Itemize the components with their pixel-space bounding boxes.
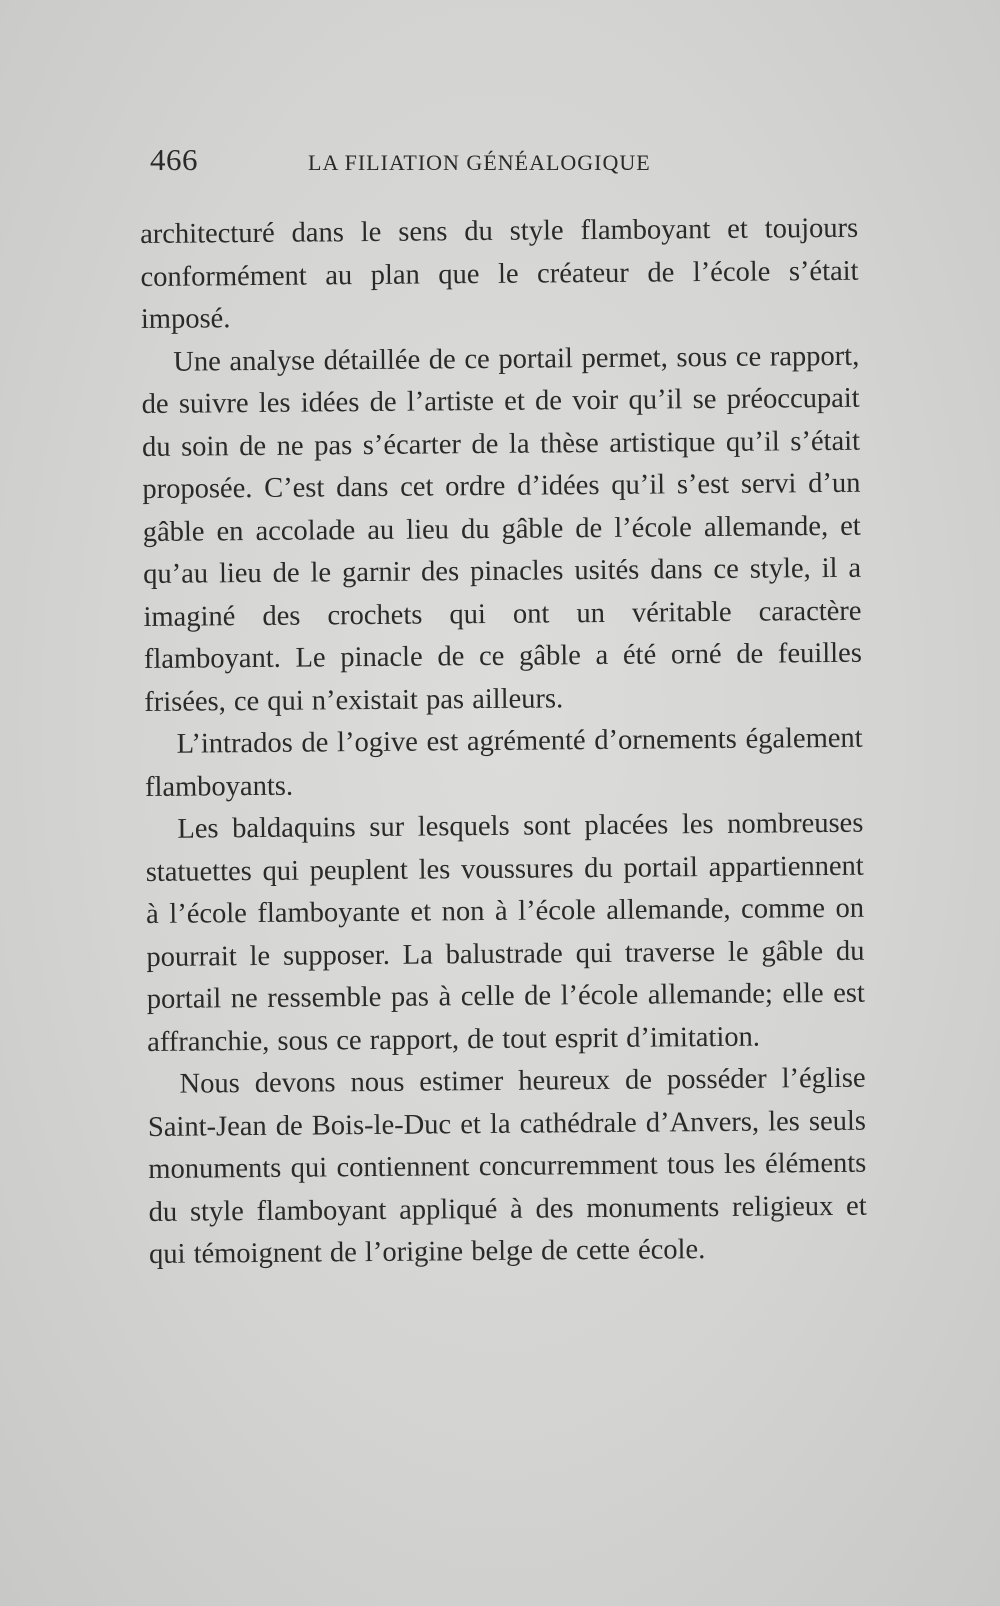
paragraph-portail-analysis: Une analyse détaillée de ce portail permet, sous ce rapport, de suivre les idées de l’artiste et de voir qu’il se préoccupait du soin de ne pas s’écarter de la thèse artistique qu’il s’était proposée. C’est dans cet ordre d’idées qu’il s’est servi d’un gâble en accolade au lieu du gâble de l’école allemande, et qu’au lieu de le garnir des pinacles usités dans ce style, il a imaginé des crochets qui ont un véritable caractère flamboyant. Le pinacle de ce gâble a été orné de feuilles frisées, ce qui n’existait pas ailleurs. — [141, 340, 862, 718]
paragraph-continuation: architecturé dans le sens du style flamboyant et toujours conformément au plan que le créateur de l’école s’était imposé. — [140, 212, 859, 335]
running-title: LA FILIATION GÉNÉALOGIQUE — [308, 150, 651, 175]
paragraph-intrados: L’intrados de l’ogive est agrémenté d’ornements également flamboyants. — [144, 722, 863, 803]
page-number: 466 — [150, 142, 198, 177]
paragraph-conclusion: Nous devons nous estimer heureux de posséder l’église Saint-Jean de Bois-le-Duc et la cathédrale d’Anvers, les seuls monuments qui contiennent concurremment tous les éléments du style flamboyant appliqué à des monuments religieux et qui témoignent de l’origine belge de cette école. — [147, 1062, 867, 1270]
page-header — [150, 142, 710, 182]
paragraph-baldaquins: Les baldaquins sur lesquels sont placées les nombreuses statuettes qui peuplent les voussures du portail appartiennent à l’école flamboyante et non à l’école allemande, comme on pourrait le supposer. La balustrade qui traverse le gâble du portail ne ressemble pas à celle de l’école allemande; elle est affranchie, sous ce rapport, de tout esprit d’imitation. — [145, 807, 865, 1058]
body-text — [140, 208, 867, 1277]
